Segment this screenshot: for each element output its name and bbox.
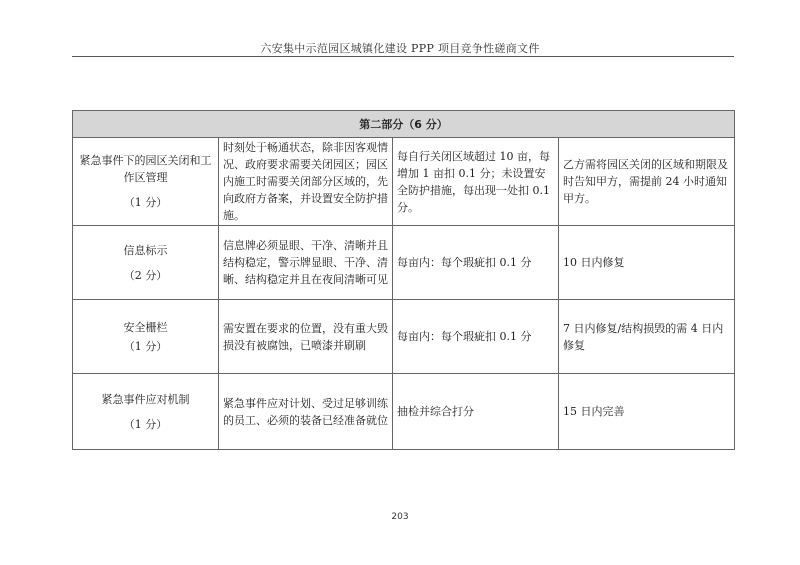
item-name: 紧急事件应对机制 [101,392,190,406]
deduction-cell: 抽检并综合打分 [393,374,559,450]
item-points: （2 分） [123,268,168,282]
table-row [73,374,735,450]
item-points: （1 分） [123,339,168,353]
requirement-cell: 时刻处于畅通状态，除非因客观情况、政府要求需要关闭园区；园区内施工时需要关闭部分区域的，先向政府方备案，并设置安全防护措施。 [219,138,393,226]
item-cell [73,226,219,300]
document-header-title: 六安集中示范园区城镇化建设 PPP 项目竞争性磋商文件 [260,42,540,55]
item-points: （1 分） [123,417,168,431]
remedy-cell: 15 日内完善 [559,374,735,450]
requirement-cell: 信息牌必须显眼、干净、清晰并且结构稳定，警示牌显眼、干净、清晰、结构稳定并且在夜间清晰可见 [219,226,393,300]
item-name: 安全栅栏 [123,320,168,334]
scoring-table [72,110,735,450]
section-header-row [73,111,735,138]
item-cell [73,374,219,450]
deduction-cell: 每亩内：每个瑕疵扣 0.1 分 [393,300,559,374]
deduction-cell: 每自行关闭区域超过 10 亩，每增加 1 亩扣 0.1 分；未设置安全防护措施，每出现一处扣 0.1 分。 [393,138,559,226]
requirement-cell: 需安置在要求的位置，没有重大毁损没有被腐蚀，已喷漆并刷刷 [219,300,393,374]
remedy-cell: 10 日内修复 [559,226,735,300]
item-cell [73,138,219,226]
page-number: 203 [391,512,409,522]
item-name: 紧急事件下的园区关闭和工作区管理 [79,154,212,184]
table-row [73,138,735,226]
item-points: （1 分） [123,196,168,209]
requirement-cell: 紧急事件应对计划、受过足够训练的员工、必须的装备已经准备就位 [219,374,393,450]
item-name: 信息标示 [123,243,168,257]
section-title: 第二部分（6 分） [73,111,735,138]
deduction-cell: 每亩内：每个瑕疵扣 0.1 分 [393,226,559,300]
table-row [73,300,735,374]
item-cell [73,300,219,374]
header-divider [72,56,734,57]
remedy-cell: 乙方需将园区关闭的区域和期限及时告知甲方，需提前 24 小时通知甲方。 [559,138,735,226]
table-row [73,226,735,300]
remedy-cell: 7 日内修复/结构损毁的需 4 日内修复 [559,300,735,374]
